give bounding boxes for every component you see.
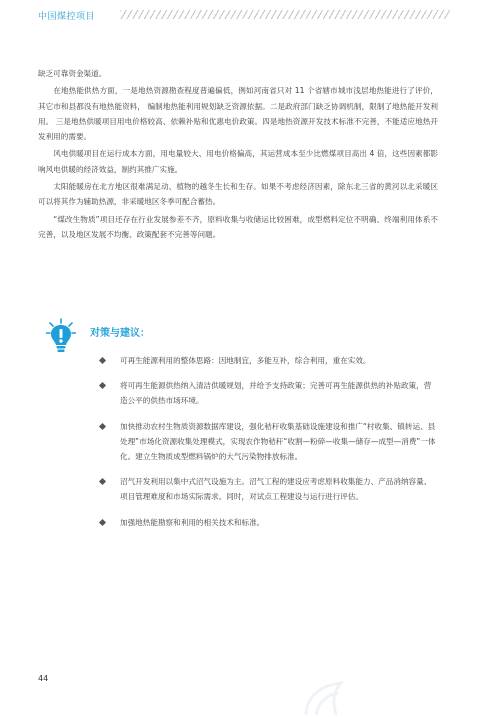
paragraph: 在地热能供热方面，一是地热资源勘查程度普遍偏低，例如河南省只对 11 个省辖市城市浅层地热能进行了评价， 其它市和县都没有地热能资料， 编制地热能利用规划缺乏资源依据。二是政府部门缺乏协调机制，限制了地热能开发利用。 三是地热供暖项目用电价格较高、依赖补贴和优惠电价政策。四是地热资源开发技术标准不完善，不能适应地热开发利用的需要。 — [38, 86, 438, 142]
page-number: 44 — [38, 674, 49, 683]
diamond-bullet-icon — [99, 478, 106, 485]
list-item — [100, 378, 438, 408]
paragraph: 风电供暖项目在运行成本方面，用电量较大、用电价格偏高，其运营成本至少比燃煤项目高出 4 倍，这些因素都影响风电供暖的经济效益，制约其推广实施。 — [38, 149, 438, 174]
diamond-bullet-icon — [99, 357, 106, 364]
list-item-text: 将可再生能源供热纳入清洁供暖规划，并给予支持政策；完善可再生能源供热的补贴政策，营造公平的供热市场环境。 — [120, 381, 432, 406]
header-title: 中国煤控项目 — [38, 12, 96, 22]
list-item-text: 沼气开发利用以集中式沼气设施为主。沼气工程的建设应考虑原料收集能力、产品消纳容量、项目管理难度和市场实际需求。同时，对试点工程建设与运行进行评估。 — [120, 477, 432, 502]
list-item — [100, 474, 438, 504]
section-title: 对策与建议： — [90, 328, 150, 339]
list-item-text: 加强地热能勘察和利用的相关技术和标准。 — [120, 517, 265, 527]
header-hatch-decoration — [120, 10, 450, 19]
watermark-logo-icon — [296, 677, 356, 717]
list-item — [100, 353, 438, 368]
diamond-bullet-icon — [99, 382, 106, 389]
diamond-bullet-icon — [99, 519, 106, 526]
list-item-text: 加快推动农村生物质资源数据库建设，强化秸秆收集基础设施建设和推广“村收集、镇转运、县处理”市场化资源收集处理模式，实现农作物秸秆“收割—粉碎—收集—储存—成型—消费”一体化。建立生物质成型燃料锅炉的大气污染物排放标准。 — [120, 421, 436, 462]
list-item-text: 可再生能源利用的整体思路：因地制宜，多能互补，综合利用，重在实效。 — [120, 356, 371, 365]
paragraph: “煤改生物质”项目还存在行业发展参差不齐，原料收集与收储运比较困难，成型燃料定位不明确、终端利用体系不完善，以及地区发展不均衡、政策配套不完善等问题。 — [38, 214, 438, 239]
list-item — [100, 419, 438, 465]
lightbulb-exclamation-icon — [46, 318, 76, 358]
list-item — [100, 515, 438, 530]
paragraph: 缺乏可靠资金渠道。 — [38, 69, 107, 78]
recommendation-list — [100, 353, 438, 540]
diamond-bullet-icon — [99, 423, 106, 430]
body-text — [38, 66, 438, 244]
paragraph: 太阳能暖房在北方地区很难满足动、植物的越冬生长和生存。如果不考虑经济因素，除东北三省的黄河以北采暖区可以将其作为辅助热源，非采暖地区冬季可配合蓄热。 — [38, 182, 438, 207]
